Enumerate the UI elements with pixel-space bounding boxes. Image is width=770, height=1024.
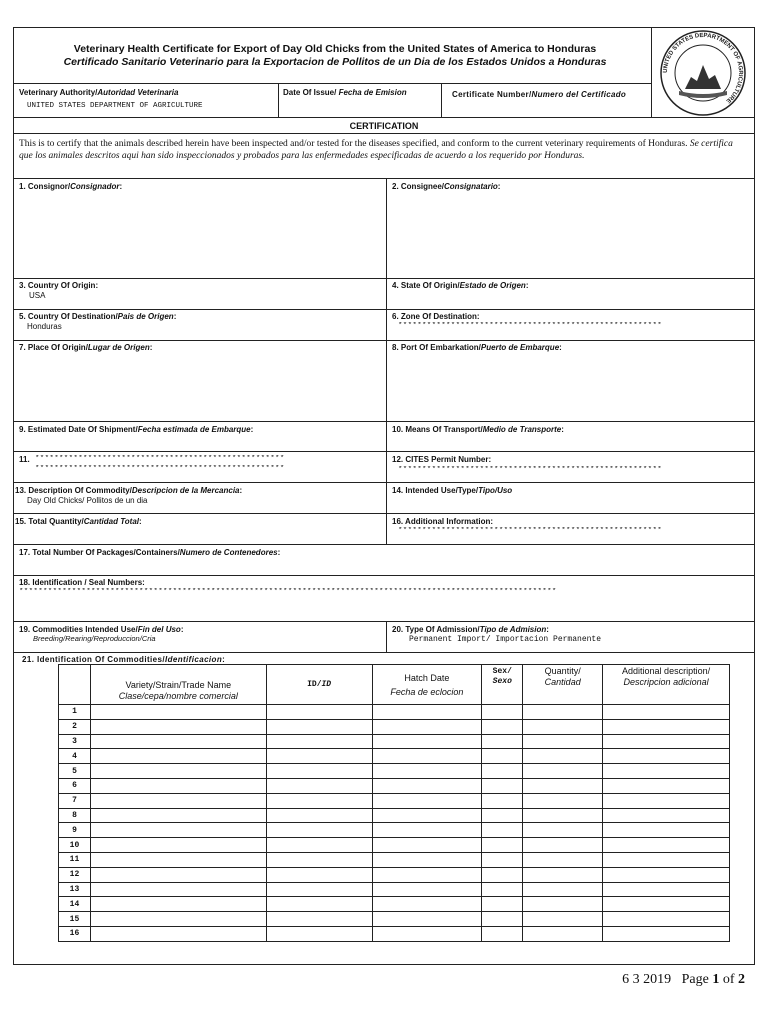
col-sex-header: Sex/ Sexo <box>482 665 523 705</box>
sex-cell[interactable] <box>482 823 523 838</box>
id-cell[interactable] <box>266 778 372 793</box>
country-destination-label: 5. Country Of Destination/Pais de Origen: <box>19 312 177 321</box>
quantity-cell[interactable] <box>523 912 603 927</box>
sex-cell[interactable] <box>482 926 523 941</box>
quantity-cell[interactable] <box>523 897 603 912</box>
variety-cell[interactable] <box>90 749 266 764</box>
row-number: 6 <box>59 778 91 793</box>
cert-number-label: Certificate Number/Numero del Certificado <box>452 90 627 99</box>
sex-cell[interactable] <box>482 764 523 779</box>
table-row <box>59 823 730 838</box>
variety-cell[interactable] <box>90 705 266 720</box>
col-hatch-header: Hatch Date Fecha de eclocion <box>372 665 482 705</box>
zone-destination-value: ******************************************************* <box>398 322 663 330</box>
id-cell[interactable] <box>266 808 372 823</box>
sex-cell[interactable] <box>482 852 523 867</box>
authority-label: Veterinary Authority/Autoridad Veterinaria <box>19 88 179 97</box>
additional-cell[interactable] <box>603 852 730 867</box>
hatch-date-cell[interactable] <box>372 778 482 793</box>
quantity-cell[interactable] <box>523 705 603 720</box>
sex-cell[interactable] <box>482 838 523 853</box>
hatch-date-cell[interactable] <box>372 882 482 897</box>
id-cell[interactable] <box>266 734 372 749</box>
row-number: 5 <box>59 764 91 779</box>
row-number: 10 <box>59 838 91 853</box>
field-11-line2: **************************************************** <box>35 465 285 473</box>
table-row <box>59 912 730 927</box>
footer-date: 6 3 2019 <box>622 972 672 987</box>
consignee-label: 2. Consignee/Consignatario: <box>392 182 501 191</box>
total-quantity-label: 15. Total Quantity/Cantidad Total: <box>15 517 142 526</box>
quantity-cell[interactable] <box>523 719 603 734</box>
col-quantity-header: Quantity/ Cantidad <box>523 665 603 705</box>
commodities-use-value: Breeding/Rearing/Reproduccion/Cria <box>33 634 156 643</box>
field-11-label: 11. <box>19 455 30 464</box>
additional-cell[interactable] <box>603 926 730 941</box>
usda-seal-logo <box>655 29 751 117</box>
total-packages-label: 17. Total Number Of Packages/Containers/Numero de Contenedores: <box>19 548 281 557</box>
variety-cell[interactable] <box>90 734 266 749</box>
country-destination-value: Honduras <box>27 322 62 331</box>
col-additional-header: Additional description/ Descripcion adicional <box>603 665 730 705</box>
hatch-date-cell[interactable] <box>372 705 482 720</box>
sex-cell[interactable] <box>482 793 523 808</box>
admission-type-label: 20. Type Of Admission/Tipo de Admision: <box>392 625 549 634</box>
row-number: 12 <box>59 867 91 882</box>
port-embarkation-label: 8. Port Of Embarkation/Puerto de Embarque: <box>392 343 562 352</box>
sex-cell[interactable] <box>482 912 523 927</box>
seal-numbers-value: **************************************************************************************************************** <box>19 588 557 596</box>
additional-info-label: 16. Additional Information: <box>392 517 494 526</box>
row-number: 11 <box>59 852 91 867</box>
identification-commodities-label: 21. Identification Of Commodities/Identificacion: <box>22 655 226 664</box>
sex-cell[interactable] <box>482 897 523 912</box>
additional-cell[interactable] <box>603 808 730 823</box>
quantity-cell[interactable] <box>523 734 603 749</box>
authority-value: UNITED STATES DEPARTMENT OF AGRICULTURE <box>27 102 203 110</box>
additional-cell[interactable] <box>603 705 730 720</box>
additional-cell[interactable] <box>603 823 730 838</box>
table-row <box>59 808 730 823</box>
commodity-description-label: 13. Description Of Commodity/Descripcion de la Mercancia: <box>15 486 243 495</box>
id-cell[interactable] <box>266 719 372 734</box>
table-row <box>59 926 730 941</box>
variety-cell[interactable] <box>90 838 266 853</box>
table-row <box>59 705 730 720</box>
country-origin-label: 3. Country Of Origin: <box>19 281 99 290</box>
page-footer: 6 3 2019 Page 1 of 2 <box>622 972 745 987</box>
id-cell[interactable] <box>266 823 372 838</box>
additional-cell[interactable] <box>603 793 730 808</box>
hatch-date-cell[interactable] <box>372 823 482 838</box>
row-number: 15 <box>59 912 91 927</box>
id-cell[interactable] <box>266 882 372 897</box>
additional-cell[interactable] <box>603 912 730 927</box>
quantity-cell[interactable] <box>523 793 603 808</box>
additional-cell[interactable] <box>603 719 730 734</box>
commodities-use-label: 19. Commodities Intended Use/Fin del Uso: <box>19 625 184 634</box>
quantity-cell[interactable] <box>523 749 603 764</box>
date-issue-label: Date Of Issue/ Fecha de Emision <box>283 88 407 97</box>
row-number: 14 <box>59 897 91 912</box>
hatch-date-cell[interactable] <box>372 808 482 823</box>
table-row <box>59 793 730 808</box>
hatch-date-cell[interactable] <box>372 897 482 912</box>
hatch-date-cell[interactable] <box>372 912 482 927</box>
variety-cell[interactable] <box>90 912 266 927</box>
variety-cell[interactable] <box>90 926 266 941</box>
row-number: 8 <box>59 808 91 823</box>
variety-cell[interactable] <box>90 719 266 734</box>
sex-cell[interactable] <box>482 778 523 793</box>
intended-use-label: 14. Intended Use/Type/Tipo/Uso <box>392 486 513 495</box>
commodity-table <box>58 664 730 942</box>
id-cell[interactable] <box>266 764 372 779</box>
id-cell[interactable] <box>266 867 372 882</box>
id-cell[interactable] <box>266 838 372 853</box>
col-variety-header: Variety/Strain/Trade Name Clase/cepa/nombre comercial <box>90 665 266 705</box>
table-row <box>59 852 730 867</box>
hatch-date-cell[interactable] <box>372 749 482 764</box>
row-number: 2 <box>59 719 91 734</box>
quantity-cell[interactable] <box>523 838 603 853</box>
id-cell[interactable] <box>266 912 372 927</box>
additional-cell[interactable] <box>603 778 730 793</box>
sex-cell[interactable] <box>482 808 523 823</box>
svg-text:UNITED STATES DEPARTMENT OF AG: UNITED STATES DEPARTMENT OF AGRICULTURE <box>662 32 744 104</box>
id-cell[interactable] <box>266 852 372 867</box>
shipment-date-label: 9. Estimated Date Of Shipment/Fecha estimada de Embarque: <box>19 425 254 434</box>
hatch-date-cell[interactable] <box>372 852 482 867</box>
field-11-line1: **************************************************** <box>35 455 285 463</box>
row-number: 7 <box>59 793 91 808</box>
admission-type-value: Permanent Import/ Importacion Permanente <box>409 635 602 644</box>
cites-permit-label: 12. CITES Permit Number: <box>392 455 492 464</box>
table-row <box>59 897 730 912</box>
additional-cell[interactable] <box>603 764 730 779</box>
row-number: 3 <box>59 734 91 749</box>
id-cell[interactable] <box>266 926 372 941</box>
quantity-cell[interactable] <box>523 764 603 779</box>
hatch-date-cell[interactable] <box>372 764 482 779</box>
quantity-cell[interactable] <box>523 778 603 793</box>
table-row <box>59 734 730 749</box>
table-row <box>59 867 730 882</box>
id-cell[interactable] <box>266 749 372 764</box>
commodity-description-value: Day Old Chicks/ Pollitos de un dia <box>27 496 148 505</box>
quantity-cell[interactable] <box>523 867 603 882</box>
zone-destination-label: 6. Zone Of Destination: <box>392 312 480 321</box>
sex-cell[interactable] <box>482 734 523 749</box>
row-number: 4 <box>59 749 91 764</box>
id-cell[interactable] <box>266 705 372 720</box>
variety-cell[interactable] <box>90 867 266 882</box>
table-row <box>59 882 730 897</box>
title-english: Veterinary Health Certificate for Export of Day Old Chicks from the United States of America to Honduras <box>73 43 597 55</box>
variety-cell[interactable] <box>90 882 266 897</box>
variety-cell[interactable] <box>90 852 266 867</box>
hatch-date-cell[interactable] <box>372 734 482 749</box>
variety-cell[interactable] <box>90 823 266 838</box>
variety-cell[interactable] <box>90 793 266 808</box>
additional-cell[interactable] <box>603 882 730 897</box>
sex-cell[interactable] <box>482 719 523 734</box>
row-number: 16 <box>59 926 91 941</box>
sex-cell[interactable] <box>482 749 523 764</box>
variety-cell[interactable] <box>90 764 266 779</box>
row-number: 9 <box>59 823 91 838</box>
seal-numbers-label: 18. Identification / Seal Numbers: <box>19 578 145 587</box>
certification-heading: CERTIFICATION <box>349 121 419 131</box>
additional-cell[interactable] <box>603 734 730 749</box>
quantity-cell[interactable] <box>523 926 603 941</box>
hatch-date-cell[interactable] <box>372 867 482 882</box>
quantity-cell[interactable] <box>523 852 603 867</box>
certification-text: This is to certify that the animals described herein have been inspected and/or tested for the diseases specified, and conform to the current veterinary requirements of Honduras. Se certifica que los animales descritos aqui han sido inspeccionados y probados para las enfermedades especificadas de acuerdo a los requerido por Honduras. <box>19 139 733 161</box>
table-row <box>59 749 730 764</box>
country-origin-value: USA <box>29 291 46 300</box>
variety-cell[interactable] <box>90 897 266 912</box>
additional-cell[interactable] <box>603 749 730 764</box>
additional-cell[interactable] <box>603 897 730 912</box>
variety-cell[interactable] <box>90 778 266 793</box>
id-cell[interactable] <box>266 793 372 808</box>
transport-label: 10. Means Of Transport/Medio de Transporte: <box>392 425 564 434</box>
sex-cell[interactable] <box>482 882 523 897</box>
sex-cell[interactable] <box>482 705 523 720</box>
title-spanish: Certificado Sanitario Veterinario para la Exportacion de Pollitos de un Dia de los Estados Unidos a Honduras <box>63 56 607 68</box>
hatch-date-cell[interactable] <box>372 719 482 734</box>
id-cell[interactable] <box>266 897 372 912</box>
variety-cell[interactable] <box>90 808 266 823</box>
quantity-cell[interactable] <box>523 823 603 838</box>
hatch-date-cell[interactable] <box>372 838 482 853</box>
quantity-cell[interactable] <box>523 882 603 897</box>
table-row <box>59 778 730 793</box>
col-id-header: ID/ID <box>266 665 372 705</box>
consignor-label: 1. Consignor/Consignador: <box>19 182 123 191</box>
additional-info-value: ******************************************************* <box>398 527 663 535</box>
table-row <box>59 764 730 779</box>
hatch-date-cell[interactable] <box>372 793 482 808</box>
additional-cell[interactable] <box>603 838 730 853</box>
sex-cell[interactable] <box>482 867 523 882</box>
row-number: 1 <box>59 705 91 720</box>
additional-cell[interactable] <box>603 867 730 882</box>
cites-permit-value: ******************************************************* <box>398 466 663 474</box>
state-origin-label: 4. State Of Origin/Estado de Origen: <box>392 281 529 290</box>
row-number: 13 <box>59 882 91 897</box>
hatch-date-cell[interactable] <box>372 926 482 941</box>
table-row <box>59 719 730 734</box>
quantity-cell[interactable] <box>523 808 603 823</box>
place-origin-label: 7. Place Of Origin/Lugar de Origen: <box>19 343 153 352</box>
table-row <box>59 838 730 853</box>
